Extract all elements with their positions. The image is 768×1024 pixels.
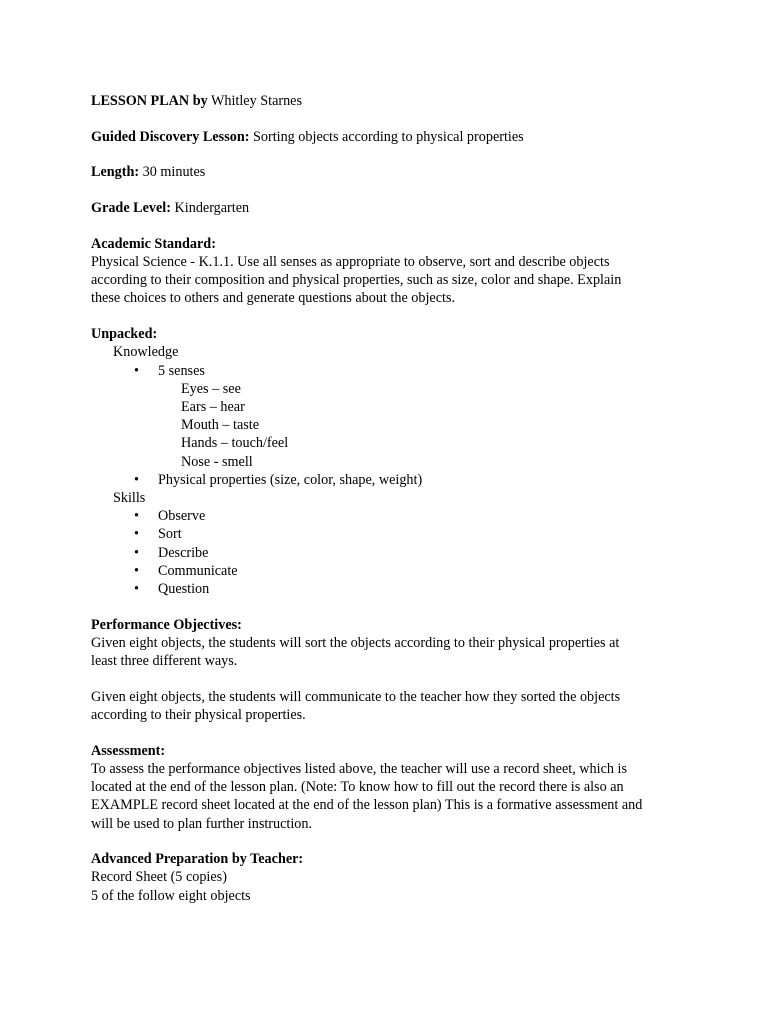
- sense-item: Eyes – see: [181, 380, 241, 397]
- length-line: [91, 163, 691, 181]
- title-line: [91, 92, 691, 110]
- list-item: [91, 507, 691, 525]
- list-item: [91, 544, 691, 562]
- lesson-value: Sorting objects according to physical properties: [252, 128, 524, 145]
- senses-bullet: 5 senses: [158, 362, 205, 379]
- objective-1-line-2: least three different ways.: [91, 653, 238, 670]
- preparation-line-1: Record Sheet (5 copies): [91, 869, 227, 886]
- assessment-line-3: EXAMPLE record sheet located at the end of the lesson plan) This is a formative assessment and: [91, 797, 643, 814]
- sense-item: Mouth – taste: [181, 417, 260, 434]
- sense-item: Ears – hear: [181, 398, 245, 415]
- sense-item: Nose - smell: [181, 453, 253, 470]
- objective-2-line-1: Given eight objects, the students will communicate to the teacher how they sorted the objects: [91, 688, 621, 705]
- objectives-heading: Performance Objectives:: [91, 616, 242, 633]
- unpacked-heading: Unpacked:: [91, 326, 158, 343]
- grade-value: Kindergarten: [174, 200, 250, 217]
- standard-line-2: according to their composition and physical properties, such as size, color and shape. Explain: [91, 272, 622, 289]
- standard-line-3: these choices to others and generate questions about the objects.: [91, 290, 456, 307]
- skill-item: Describe: [158, 544, 209, 561]
- preparation-line-2: 5 of the follow eight objects: [91, 887, 251, 904]
- length-label: Length:: [91, 164, 140, 181]
- list-item: [91, 562, 691, 580]
- lesson-line: [91, 128, 691, 146]
- properties-bullet: Physical properties (size, color, shape, weight): [158, 471, 423, 488]
- document-page: [91, 92, 691, 905]
- skills-label: Skills: [113, 489, 146, 506]
- preparation-heading: Advanced Preparation by Teacher:: [91, 851, 304, 868]
- standard-text-1: K.1.1. Use all senses as appropriate to observe, sort and describe objects: [195, 254, 610, 271]
- assessment-line-1: To assess the performance objectives listed above, the teacher will use a record sheet, which is: [91, 760, 627, 777]
- length-value: 30 minutes: [142, 164, 206, 181]
- skill-item: Observe: [158, 508, 206, 525]
- skill-item: Communicate: [158, 562, 238, 579]
- properties-list: [91, 471, 691, 489]
- lesson-label: Guided Discovery Lesson:: [91, 128, 250, 145]
- list-item: [91, 580, 691, 598]
- knowledge-list: [91, 362, 691, 380]
- sense-item: Hands – touch/feel: [181, 435, 289, 452]
- skills-list: [91, 507, 691, 598]
- skill-item: Sort: [158, 526, 182, 543]
- assessment-line-2: located at the end of the lesson plan. (Note: To know how to fill out the record there is also an: [91, 779, 624, 796]
- author-name: Whitley Starnes: [210, 93, 302, 109]
- skill-item: Question: [158, 580, 210, 597]
- objective-2-line-2: according to their physical properties.: [91, 706, 306, 723]
- standard-line-1: [91, 253, 691, 271]
- objective-1-line-1: Given eight objects, the students will sort the objects according to their physical properties at: [91, 634, 620, 651]
- grade-label: Grade Level:: [91, 200, 171, 217]
- list-item: [91, 525, 691, 543]
- title-label: LESSON PLAN by: [91, 93, 208, 109]
- standard-subject: Physical Science -: [91, 254, 196, 271]
- assessment-line-4: will be used to plan further instruction.: [91, 815, 313, 832]
- list-item: [91, 471, 691, 489]
- standard-heading: Academic Standard:: [91, 235, 216, 252]
- grade-line: [91, 199, 691, 217]
- assessment-heading: Assessment:: [91, 742, 166, 759]
- knowledge-label: Knowledge: [113, 344, 179, 361]
- list-item: [91, 362, 691, 380]
